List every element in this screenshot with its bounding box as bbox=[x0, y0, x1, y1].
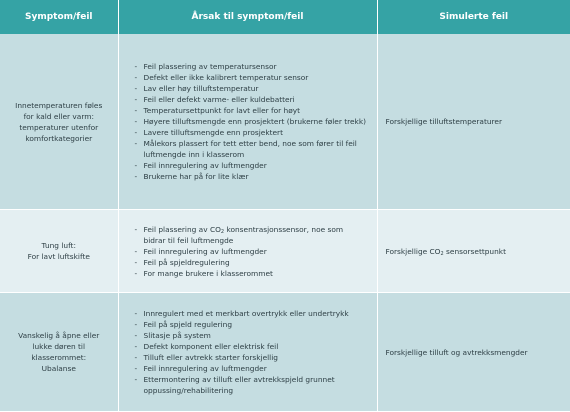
cause-cell bbox=[118, 293, 377, 412]
table-row bbox=[0, 34, 570, 210]
header-row bbox=[0, 0, 570, 34]
symptom-line: temperaturer utenfor bbox=[19, 122, 99, 132]
cause-item: - Feil innregulering av luftmengder bbox=[135, 160, 367, 171]
cause-item: - Defekt eller ikke kalibrert temperatur sensor bbox=[135, 72, 367, 83]
cause-cell bbox=[118, 34, 377, 210]
cause-list bbox=[135, 308, 367, 396]
cause-list bbox=[135, 224, 367, 279]
symptom-line: Ubalanse bbox=[41, 364, 76, 373]
table-header bbox=[0, 0, 570, 34]
symptom-line: komfortkategorier bbox=[25, 133, 93, 143]
simulated-cell: Forskjellige tilluft og avtrekksmengder bbox=[377, 293, 570, 412]
subscript: 2 bbox=[220, 228, 225, 235]
cause-item: - Ettermontering av tilluft eller avtrekkspjeld grunnet oppussing/rehabilitering bbox=[135, 374, 367, 396]
subscript: 2 bbox=[440, 250, 444, 257]
cause-item: - For mange brukere i klasserommet bbox=[135, 268, 367, 279]
symptom-cell bbox=[0, 293, 118, 412]
cause-item: - Feil på spjeldregulering bbox=[135, 257, 367, 268]
cause-text: konsentrasjonssensor, noe som bidrar til feil luftmengde bbox=[143, 224, 344, 245]
header-symptom: Symptom/feil bbox=[0, 0, 118, 34]
symptom-line: Vanskelig å åpne eller bbox=[18, 331, 100, 340]
header-simulated: Simulerte feil bbox=[377, 0, 570, 34]
cause-item: - Målekors plassert for tett etter bend, noe som fører til feil luftmengde inn i klasserom bbox=[135, 138, 367, 160]
symptom-cell bbox=[0, 210, 118, 293]
cause-item: - Høyere tilluftsmengde enn prosjektert (brukerne føler trekk) bbox=[135, 116, 367, 127]
simulated-text: Forskjellige CO bbox=[385, 246, 441, 256]
cause-item-co2-sensor bbox=[135, 224, 367, 246]
cause-item: - Lav eller høy tilluftstemperatur bbox=[135, 83, 367, 94]
symptom-line: Tung luft: bbox=[41, 241, 76, 250]
cause-text: Feil plassering av CO bbox=[143, 224, 221, 234]
cause-cell bbox=[118, 210, 377, 293]
header-cause: Årsak til symptom/feil bbox=[118, 0, 377, 34]
simulated-text: sensorsettpunkt bbox=[443, 246, 506, 256]
cause-item: - Feil plassering av temperatursensor bbox=[135, 61, 367, 72]
cause-item: - Feil innregulering av luftmengder bbox=[135, 363, 367, 374]
cause-item: - Defekt komponent eller elektrisk feil bbox=[135, 341, 367, 352]
symptom-line: klasserommet: bbox=[31, 353, 87, 362]
cause-item: - Feil innregulering av luftmengder bbox=[135, 246, 367, 257]
simulated-cell: Forskjellige tilluftstemperaturer bbox=[377, 34, 570, 210]
cause-item: - Temperatursettpunkt for lavt eller for høyt bbox=[135, 105, 367, 116]
table-row bbox=[0, 210, 570, 293]
cause-item: - Feil eller defekt varme- eller kuldebatteri bbox=[135, 94, 367, 105]
table-row bbox=[0, 293, 570, 412]
symptom-line: for kald eller varm: bbox=[23, 111, 94, 121]
cause-item: - Tilluft eller avtrekk starter forskjellig bbox=[135, 352, 367, 363]
simulated-cell bbox=[377, 210, 570, 293]
cause-list bbox=[135, 61, 367, 182]
cause-item: - Lavere tilluftsmengde enn prosjektert bbox=[135, 127, 367, 138]
cause-item: - Brukerne har på for lite klær bbox=[135, 171, 367, 182]
symptom-cell bbox=[0, 34, 118, 210]
cause-item: - Slitasje på system bbox=[135, 330, 367, 341]
symptom-line: Innetemperaturen føles bbox=[15, 100, 103, 110]
symptom-line: lukke døren til bbox=[32, 342, 86, 351]
symptom-line: For lavt luftskifte bbox=[27, 252, 90, 261]
cause-item: - Feil på spjeld regulering bbox=[135, 319, 367, 330]
cause-item: - Innregulert med et merkbart overtrykk eller undertrykk bbox=[135, 308, 367, 319]
